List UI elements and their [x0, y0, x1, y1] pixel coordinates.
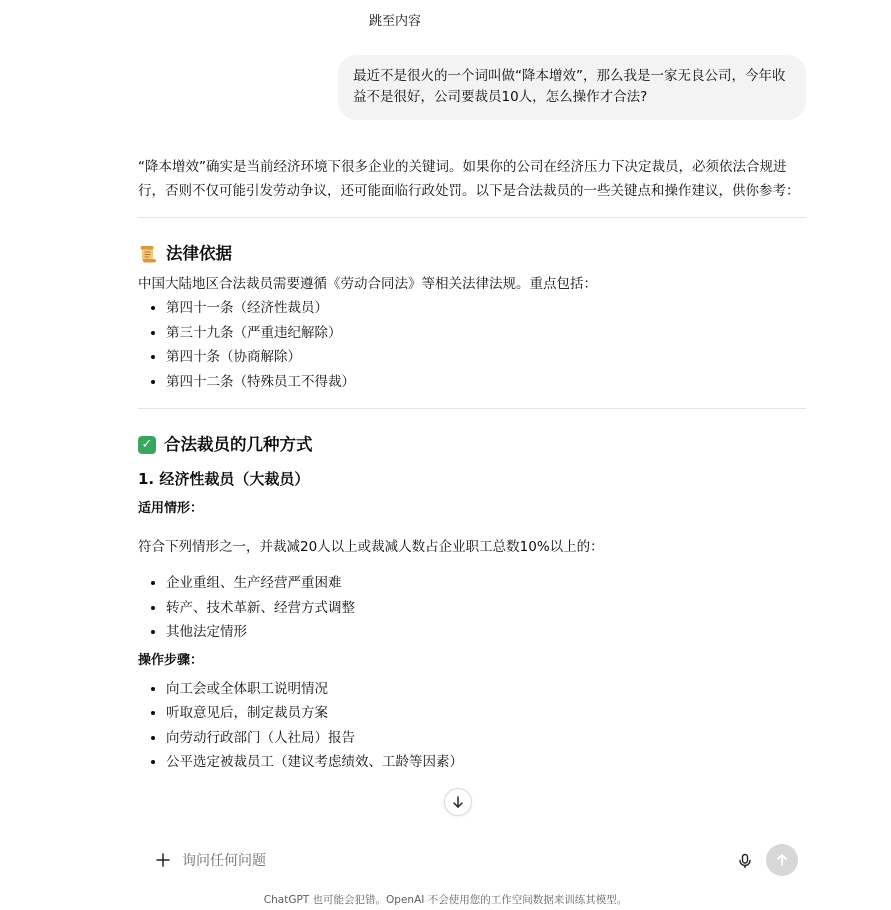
list-item: • 公平选定被裁员工（建议考虑绩效、工龄等因素） — [166, 750, 806, 775]
microphone-icon — [737, 853, 753, 869]
list-item: • 转产、技术革新、经营方式调整 — [166, 596, 806, 621]
steps-label: 操作步骤： — [138, 652, 204, 668]
prompt-input[interactable] — [182, 850, 702, 872]
scroll-to-bottom-button[interactable] — [444, 788, 472, 816]
plus-icon — [155, 852, 171, 868]
voice-input-button[interactable] — [734, 850, 756, 872]
disclaimer-text: ChatGPT 也可能会犯错。OpenAI 不会使用您的工作空间数据来训练其模型。 — [263, 894, 628, 906]
section-title-layoff-methods — [138, 433, 806, 457]
legal-basis-list — [138, 296, 806, 394]
user-message-bubble: 最近不是很火的一个词叫做“降本增效”，那么我是一家无良公司，今年收益不是很好，公司要裁员10人，怎么操作才合法? — [338, 55, 806, 120]
section-title-text: 合法裁员的几种方式 — [164, 435, 313, 454]
list-item: • 其他法定情形 — [166, 620, 806, 645]
arrow-up-icon — [775, 853, 789, 867]
list-item: • 第四十条（协商解除） — [166, 345, 806, 370]
applicable-lead: 符合下列情形之一，并裁减20人以上或裁减人数占企业职工总数10%以上的： — [138, 539, 604, 555]
section-title-text: 法律依据 — [166, 244, 232, 263]
legal-basis-lead: 中国大陆地区合法裁员需要遵循《劳动合同法》等相关法律法规。重点包括： — [138, 276, 597, 292]
list-item: • 企业重组、生产经营严重困难 — [166, 571, 806, 596]
list-item: • 第四十一条（经济性裁员） — [166, 296, 806, 321]
section-title-legal-basis — [138, 242, 806, 266]
assistant-intro: “降本增效”确实是当前经济环境下很多企业的关键词。如果你的公司在经济压力下决定裁员，必须依法合规进行，否则不仅可能引发劳动争议，还可能面临行政处罚。以下是合法裁员的一些关键点和操作建议，供你参考： — [138, 159, 800, 199]
assistant-message — [138, 155, 806, 775]
send-button[interactable] — [766, 844, 798, 876]
arrow-down-icon — [451, 795, 465, 809]
list-item: • 向劳动行政部门（人社局）报告 — [166, 726, 806, 751]
list-item: • 听取意见后，制定裁员方案 — [166, 701, 806, 726]
list-item: • 第四十二条（特殊员工不得裁） — [166, 370, 806, 395]
attach-button[interactable] — [152, 849, 174, 871]
applicable-label: 适用情形： — [138, 501, 204, 516]
steps-list — [138, 677, 806, 775]
skip-to-content-link[interactable]: 跳至内容 — [369, 14, 422, 29]
check-mark-icon: ✓ — [138, 436, 156, 454]
subsection-title-economic-layoff: 1. 经济性裁员（大裁员） — [138, 470, 310, 488]
scroll-icon — [138, 244, 158, 264]
list-item: • 向工会或全体职工说明情况 — [166, 677, 806, 702]
applicable-list — [138, 571, 806, 645]
message-composer — [138, 838, 806, 882]
list-item: • 第三十九条（严重违纪解除） — [166, 321, 806, 346]
